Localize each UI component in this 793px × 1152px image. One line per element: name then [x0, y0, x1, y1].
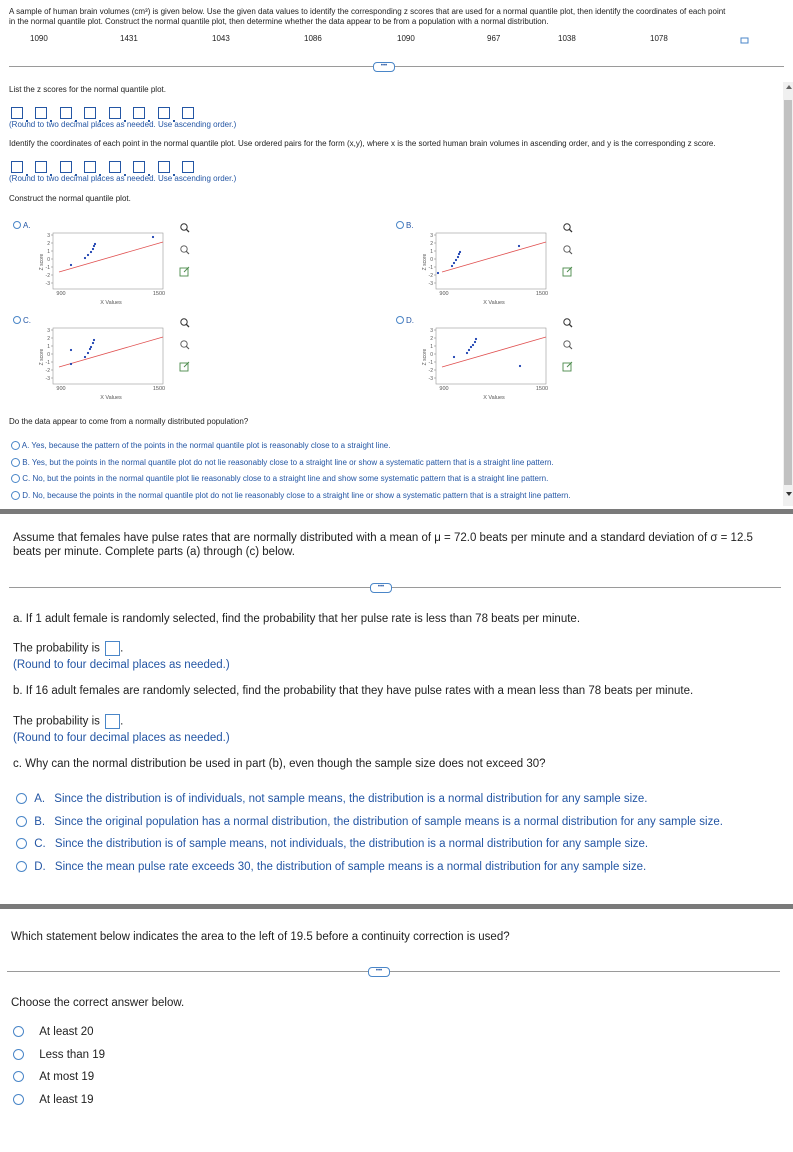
y-tick-label: 2: [47, 241, 50, 247]
radio-button[interactable]: [16, 838, 27, 849]
data-point: [92, 342, 94, 344]
q3-option[interactable]: [13, 1071, 94, 1083]
round-four-a: (Round to four decimal places as needed.): [13, 659, 230, 671]
external-link-icon[interactable]: [563, 362, 572, 371]
data-point: [93, 245, 95, 247]
prob-b-row: The probability is .: [13, 715, 124, 728]
y-tick-label: 2: [430, 336, 433, 342]
y-axis-label: Z score: [422, 348, 428, 366]
y-tick-label: 2: [47, 336, 50, 342]
normal-prompt: Do the data appear to come from a normally distributed population?: [9, 417, 249, 426]
data-point: [474, 341, 476, 343]
x-axis-label: X Values: [100, 395, 122, 401]
y-tick-label: 0: [430, 352, 433, 358]
external-link-icon[interactable]: [180, 267, 189, 276]
option-letter: B.: [22, 458, 30, 467]
data-point: [84, 257, 86, 259]
coord-input[interactable]: [11, 161, 23, 173]
data-point: [90, 251, 92, 253]
data-point: [472, 344, 474, 346]
q1-intro-line1: A sample of human brain volumes (cm³) is given below. Use the given data values to identify the corresponding z scores that are used for a normal quantile plot, then identify the coordinates of each point: [9, 7, 726, 16]
radio-button[interactable]: [11, 474, 20, 483]
y-axis-label: Z score: [39, 253, 45, 271]
prob-label: The probability is: [13, 715, 100, 728]
choose-label: Choose the correct answer below.: [11, 997, 185, 1009]
section-divider: [0, 509, 793, 514]
quantile-plot: [392, 220, 587, 308]
x-tick-label: 1500: [152, 291, 166, 297]
radio-button[interactable]: [13, 1071, 24, 1082]
y-tick-label: -3: [428, 281, 433, 287]
part-c-option-b[interactable]: [16, 816, 723, 828]
radio-button[interactable]: [16, 793, 27, 804]
y-tick-label: 0: [430, 257, 433, 263]
y-tick-label: -1: [428, 360, 433, 366]
x-tick-label: 900: [439, 386, 449, 392]
prob-a-input[interactable]: [105, 641, 120, 656]
option-text: At least 20: [39, 1026, 94, 1038]
plot-axes: [53, 328, 163, 384]
radio-button[interactable]: [13, 1049, 24, 1060]
radio-button[interactable]: [11, 458, 20, 467]
zoom-in-icon[interactable]: [564, 224, 572, 232]
radio-button[interactable]: [397, 222, 404, 229]
coord-input[interactable]: [35, 161, 47, 173]
option-letter: B.: [34, 816, 46, 828]
zoom-out-icon[interactable]: [181, 246, 189, 254]
q1-intro: [9, 7, 789, 27]
round-hint-1: (Round to two decimal places as needed. Use ascending order.): [9, 120, 237, 129]
normal-option-d[interactable]: [11, 491, 571, 500]
q2-divider: [9, 587, 781, 588]
quantile-plot: [9, 315, 204, 403]
zoom-in-icon[interactable]: [181, 224, 189, 232]
data-point: [468, 349, 470, 351]
data-point: [455, 259, 457, 261]
y-tick-label: -2: [45, 368, 50, 374]
data-point: [451, 265, 453, 267]
data-value: 1086: [304, 34, 322, 43]
part-c-option-a[interactable]: [16, 793, 647, 805]
identify-prompt: Identify the coordinates of each point in the normal quantile plot. Use ordered pairs for the form (x,y), where x is the sorted human brain volumes in ascending order, and y is the corresponding z score.: [9, 139, 716, 148]
y-tick-label: -1: [45, 360, 50, 366]
z-input[interactable]: [133, 107, 145, 119]
prob-label: The probability is: [13, 642, 100, 655]
data-point: [87, 254, 89, 256]
q3-option[interactable]: [13, 1026, 94, 1038]
plot-option-d[interactable]: [392, 315, 587, 403]
data-point: [70, 363, 72, 365]
data-value: 1043: [212, 34, 230, 43]
coord-input[interactable]: [84, 161, 96, 173]
plot-option-b[interactable]: [392, 220, 587, 308]
option-text: Yes, because the pattern of the points in the normal quantile plot is reasonably close to a straight line.: [31, 441, 391, 450]
data-point: [453, 262, 455, 264]
data-point: [458, 253, 460, 255]
radio-button[interactable]: [397, 317, 404, 324]
y-tick-label: -3: [428, 376, 433, 382]
data-point: [470, 346, 472, 348]
part-c-option-d[interactable]: [16, 861, 646, 873]
normal-option-b[interactable]: [11, 458, 554, 467]
plot-axes: [436, 328, 546, 384]
data-point: [152, 236, 154, 238]
fit-line: [59, 337, 163, 367]
scroll-up-icon[interactable]: [785, 84, 793, 90]
data-point: [453, 356, 455, 358]
data-value: 1078: [650, 34, 668, 43]
option-letter: A.: [34, 793, 46, 805]
q1-divider: [9, 66, 784, 67]
external-link-icon[interactable]: [563, 267, 572, 276]
x-tick-label: 900: [56, 386, 66, 392]
option-text: Since the distribution is of sample means, not individuals, the distribution is a normal distribution for any sample size.: [54, 838, 649, 850]
y-tick-label: 2: [430, 241, 433, 247]
radio-button[interactable]: [16, 816, 27, 827]
q3-option[interactable]: [13, 1049, 105, 1061]
expand-button[interactable]: •••: [370, 583, 392, 593]
data-point: [87, 352, 89, 354]
data-point: [457, 256, 459, 258]
coord-input[interactable]: [158, 161, 170, 173]
x-tick-label: 900: [439, 291, 449, 297]
expand-button[interactable]: •••: [373, 62, 395, 72]
data-value: 1038: [558, 34, 576, 43]
data-point: [93, 339, 95, 341]
option-letter: C.: [22, 474, 31, 483]
data-point: [466, 352, 468, 354]
data-value: 1431: [120, 34, 138, 43]
y-tick-label: -2: [428, 273, 433, 279]
option-text: At most 19: [39, 1071, 95, 1083]
option-letter: A.: [21, 441, 30, 450]
option-letter: C.: [34, 838, 46, 850]
prob-b-input[interactable]: [105, 714, 120, 729]
x-tick-label: 900: [56, 291, 66, 297]
fit-line: [59, 242, 163, 272]
option-letter: D.: [22, 491, 31, 500]
z-input[interactable]: [109, 107, 121, 119]
data-point: [89, 348, 91, 350]
data-point: [459, 251, 461, 253]
plot-axes: [53, 233, 163, 289]
y-tick-label: -2: [45, 273, 50, 279]
quantile-plot: [392, 315, 587, 403]
option-text: Since the original population has a normal distribution, the distribution of sample means is a normal distribution for any sample size.: [54, 816, 723, 828]
plot-axes: [436, 233, 546, 289]
normal-option-c[interactable]: [11, 474, 548, 483]
y-tick-label: 1: [47, 344, 50, 350]
data-point: [94, 243, 96, 245]
data-point: [90, 346, 92, 348]
z-input[interactable]: [158, 107, 170, 119]
zoom-in-icon[interactable]: [564, 319, 572, 327]
option-text: Less than 19: [39, 1049, 106, 1061]
coord-input[interactable]: [182, 161, 194, 173]
q1-scroll-thumb[interactable]: [784, 100, 792, 485]
fit-line: [442, 337, 546, 367]
x-tick-label: 1500: [535, 291, 549, 297]
y-tick-label: -2: [428, 368, 433, 374]
zoom-out-icon[interactable]: [564, 341, 572, 349]
plot-option-c[interactable]: [9, 315, 204, 403]
zoom-out-icon[interactable]: [181, 341, 189, 349]
scroll-down-icon[interactable]: [785, 491, 793, 497]
data-point: [92, 248, 94, 250]
radio-button[interactable]: [11, 441, 20, 450]
option-text: No, because the points in the normal quantile plot do not lie reasonably close to a straight line or show a systematic pattern that is a straight line pattern.: [32, 491, 571, 500]
y-axis-label: Z score: [39, 348, 45, 366]
data-point: [475, 338, 477, 340]
y-tick-label: 3: [47, 328, 50, 334]
option-letter: C.: [23, 316, 31, 325]
y-tick-label: -3: [45, 376, 50, 382]
radio-button[interactable]: [16, 861, 27, 872]
option-text: Since the mean pulse rate exceeds 30, the distribution of sample means is a normal distribution for any sample size.: [54, 861, 647, 873]
y-tick-label: 0: [47, 257, 50, 263]
y-tick-label: 1: [430, 249, 433, 255]
data-point: [518, 245, 520, 247]
data-point: [70, 349, 72, 351]
coord-input[interactable]: [109, 161, 121, 173]
z-input[interactable]: [84, 107, 96, 119]
external-link-icon[interactable]: [180, 362, 189, 371]
expand-button[interactable]: •••: [368, 967, 390, 977]
y-tick-label: 3: [430, 328, 433, 334]
option-letter: D.: [34, 861, 46, 873]
option-text: Yes, but the points in the normal quantile plot do not lie reasonably close to a straight line or show a systematic pattern that is a straight line pattern.: [31, 458, 554, 467]
x-tick-label: 1500: [152, 386, 166, 392]
x-axis-label: X Values: [483, 300, 505, 306]
y-tick-label: 3: [47, 233, 50, 239]
prob-a-row: The probability is .: [13, 642, 124, 655]
quantile-plot: [9, 220, 204, 308]
copy-data-icon[interactable]: [740, 36, 750, 44]
radio-button[interactable]: [13, 1094, 24, 1105]
z-input[interactable]: [11, 107, 23, 119]
part-c: c. Why can the normal distribution be used in part (b), even though the sample size does not exceed 30?: [13, 758, 546, 770]
q1-intro-line2: in the normal quantile plot. Construct the normal quantile plot, then determine whether the data appear to be from a population with a normal distribution.: [9, 17, 549, 26]
option-text: At least 19: [39, 1094, 94, 1106]
q3-divider: [7, 971, 780, 972]
round-four-b: (Round to four decimal places as needed.): [13, 732, 230, 744]
data-point: [84, 356, 86, 358]
z-input[interactable]: [60, 107, 72, 119]
radio-button[interactable]: [14, 222, 21, 229]
y-tick-label: -1: [428, 265, 433, 271]
z-input[interactable]: [35, 107, 47, 119]
q2-intro: [13, 531, 783, 559]
x-axis-label: X Values: [100, 300, 122, 306]
list-z-prompt: List the z scores for the normal quantile plot.: [9, 85, 166, 94]
radio-button[interactable]: [11, 491, 20, 500]
section-divider: [0, 904, 793, 909]
radio-button[interactable]: [14, 317, 21, 324]
plot-option-a[interactable]: [9, 220, 204, 308]
data-value: 1090: [397, 34, 415, 43]
x-tick-label: 1500: [535, 386, 549, 392]
option-letter: B.: [406, 221, 414, 230]
y-tick-label: -3: [45, 281, 50, 287]
data-value: 967: [487, 34, 501, 43]
part-b: b. If 16 adult females are randomly selected, find the probability that they have pulse rates with a mean less than 78 beats per minute.: [13, 685, 694, 697]
normal-option-a[interactable]: [11, 441, 390, 450]
part-a: a. If 1 adult female is randomly selected, find the probability that her pulse rate is less than 78 beats per minute.: [13, 613, 581, 625]
x-axis-label: X Values: [483, 395, 505, 401]
q2-intro-line2: beats per minute. Complete parts (a) through (c) below.: [13, 546, 295, 558]
data-point: [519, 365, 521, 367]
radio-button[interactable]: [13, 1026, 24, 1037]
data-point: [70, 264, 72, 266]
y-tick-label: -1: [45, 265, 50, 271]
round-hint-2: (Round to two decimal places as needed. Use ascending order.): [9, 174, 237, 183]
y-tick-label: 1: [47, 249, 50, 255]
option-letter: A.: [23, 221, 31, 230]
option-text: Since the distribution is of individuals, not sample means, the distribution is a normal distribution for any sample size.: [54, 793, 648, 805]
z-input[interactable]: [182, 107, 194, 119]
q2-intro-line1: Assume that females have pulse rates that are normally distributed with a mean of μ = 72.0 beats per minute and a standard deviation of σ = 12.5: [13, 532, 753, 544]
y-axis-label: Z score: [422, 253, 428, 271]
part-c-option-c[interactable]: [16, 838, 648, 850]
construct-prompt: Construct the normal quantile plot.: [9, 194, 131, 203]
q3-question: Which statement below indicates the area to the left of 19.5 before a continuity correction is used?: [11, 931, 510, 943]
y-tick-label: 3: [430, 233, 433, 239]
option-text: No, but the points in the normal quantile plot lie reasonably close to a straight line and show some systematic pattern that is a straight line pattern.: [32, 474, 549, 483]
y-tick-label: 1: [430, 344, 433, 350]
data-values-row: [0, 34, 793, 46]
coord-input[interactable]: [60, 161, 72, 173]
coord-input[interactable]: [133, 161, 145, 173]
y-tick-label: 0: [47, 352, 50, 358]
zoom-out-icon[interactable]: [564, 246, 572, 254]
data-value: 1090: [30, 34, 48, 43]
q3-option[interactable]: [13, 1094, 94, 1106]
data-point: [437, 272, 439, 274]
option-letter: D.: [406, 316, 414, 325]
zoom-in-icon[interactable]: [181, 319, 189, 327]
